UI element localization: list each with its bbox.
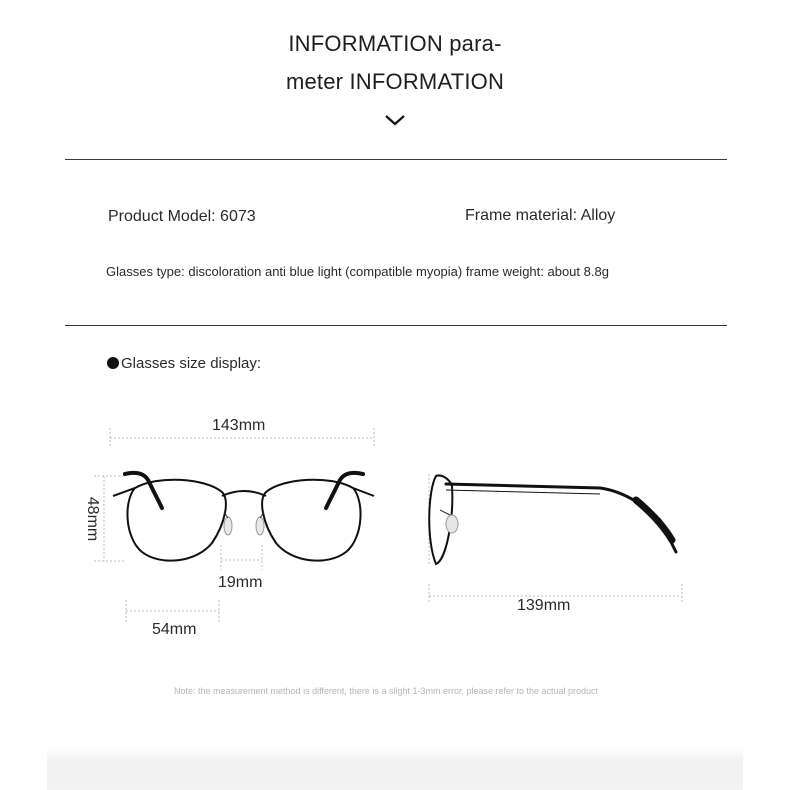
title-line-2: meter INFORMATION <box>285 69 505 94</box>
glasses-type: Glasses type: discoloration anti blue light (compatible myopia) frame weight: about 8.8g <box>106 264 609 279</box>
frame-material: Frame material: Alloy <box>465 207 616 224</box>
dim-lens-height: 48mm <box>84 496 102 542</box>
measurement-note: Note: the measurement method is different, there is a slight 1-3mm error, please refer to the actual product <box>174 686 599 696</box>
dim-lens-width: 54mm <box>152 621 197 638</box>
dim-bridge-width: 19mm <box>218 574 263 591</box>
product-model: Product Model: 6073 <box>108 208 256 225</box>
title-line-1: INFORMATION para- <box>288 31 502 56</box>
dim-total-width: 143mm <box>212 417 266 434</box>
dim-temple-length: 139mm <box>517 597 571 614</box>
footer-band <box>47 748 743 790</box>
size-heading-label: Glasses size display: <box>121 355 262 372</box>
